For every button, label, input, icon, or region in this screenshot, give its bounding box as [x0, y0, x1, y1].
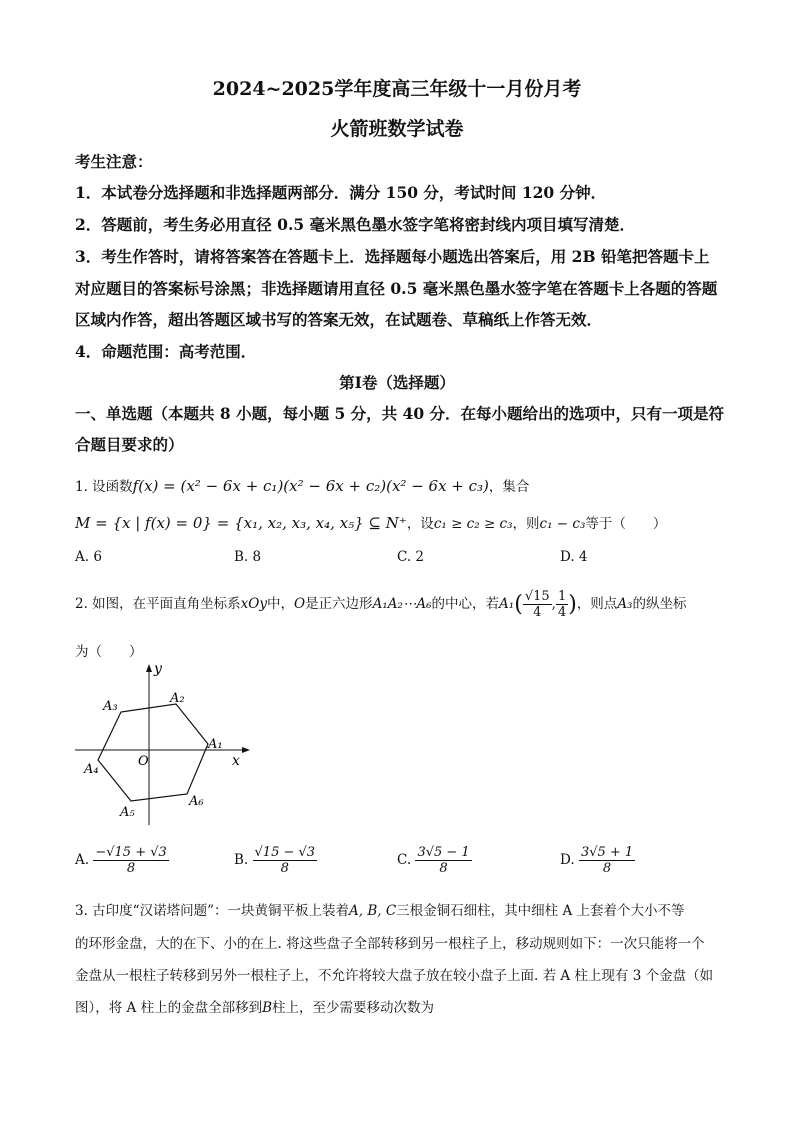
q2-a3: A₃ [617, 596, 633, 612]
hexagon-figure [70, 660, 260, 830]
q2-option-b-num: √15 − √3 [254, 845, 316, 860]
q2-option-b [234, 845, 317, 876]
q2-option-a-value [93, 845, 168, 876]
q1-condition: c₁ ≥ c₂ ≥ c₃ [433, 516, 513, 532]
question-3-line4 [75, 996, 725, 1016]
q2-paren-close: ) [568, 592, 577, 617]
notice-heading: 考生注意： [75, 152, 153, 171]
q2-text-e: ，则点 [576, 596, 618, 612]
q3-text-4c: 柱上，至少需要移动次数为 [272, 1000, 435, 1016]
exam-subtitle: 火箭班数学试卷 [330, 118, 464, 140]
q2-hexagon: A₁A₂⋯A₆ [372, 596, 432, 612]
q2-point-x-den: 4 [533, 605, 542, 620]
q1-option-d: D. 4 [560, 549, 588, 565]
hexagon [98, 704, 208, 801]
q2-option-d-value [579, 845, 635, 876]
question-3-line2: 的环形金盘，大的在下、小的在上. 将这些盘子全部转移到另一根柱子上，移动规则如下：一次只能将一个 [75, 936, 705, 952]
q1-let: ，设 [406, 516, 434, 532]
q3-text-a: 3. 古印度“汉诺塔问题”：一块黄铜平板上装着 [75, 903, 349, 919]
question-1-line2 [75, 512, 725, 532]
q1-option-a: A. 6 [75, 549, 102, 565]
q2-point-y [556, 589, 568, 620]
q1-expression: c₁ − c₃ [539, 516, 586, 532]
q2-option-c-value [415, 845, 471, 876]
q1-then: ，则 [512, 516, 540, 532]
y-axis-label: y [154, 661, 162, 677]
q2-text-c: 是正六边形 [305, 596, 373, 612]
q2-option-b-value [253, 845, 318, 876]
q1-set-definition: M = {x | f(x) = 0} = {x₁, x₂, x₃, x₄, x₅} ⊆ N⁺ [75, 514, 407, 532]
q3-text-4a: 图），将 A 柱上的金盘全部移到 [75, 1000, 263, 1016]
q1-option-b: B. 8 [234, 549, 262, 565]
q2-point-x-num: √15 [524, 589, 550, 604]
q3-b: B [262, 1000, 273, 1016]
q2-option-d-den: 8 [602, 861, 612, 876]
q1-set-label: ，集合 [488, 479, 530, 495]
x-axis-arrow [242, 747, 250, 753]
vertex-a5-label: A₅ [120, 805, 135, 820]
q2-option-c [397, 845, 472, 876]
q2-option-c-den: 8 [439, 861, 448, 876]
q2-xoy: xOy [240, 596, 267, 612]
q3-abc: A, B, C [348, 903, 397, 919]
q2-point-y-den: 4 [557, 605, 567, 620]
notice-item-3a: 3．考生作答时，请将答案答在答题卡上．选择题每小题选出答案后，用 2B 铅笔把答题卡上 [75, 247, 710, 266]
q2-point-y-num: 1 [557, 589, 567, 604]
q2-paren-open: ( [514, 592, 523, 617]
notice-item-4: 4．命题范围：高考范围． [75, 342, 257, 361]
notice-item-3c: 区域内作答，超出答题区域书写的答案无效，在试题卷、草稿纸上作答无效． [75, 310, 603, 329]
q1-prefix: 1. 设函数 [75, 479, 133, 495]
origin-label: O [138, 754, 149, 769]
q2-o: O [293, 596, 306, 612]
q2-option-a-letter: A. [75, 852, 90, 868]
q1-option-c: C. 2 [397, 549, 425, 565]
q2-point-x [523, 589, 552, 620]
part1-heading: 第Ⅰ卷（选择题） [339, 373, 455, 392]
section-instructions-b: 合题目要求的） [75, 435, 184, 454]
q2-option-a [75, 845, 169, 876]
q2-intro: 2. 如图，在平面直角坐标系 [75, 596, 241, 612]
q2-option-c-letter: C. [397, 852, 412, 868]
q1-function: f(x) = (x² − 6x + c₁)(x² − 6x + c₂)(x² − 6x + c₃) [132, 477, 489, 495]
q2-option-c-num: 3√5 − 1 [417, 845, 470, 860]
y-axis-arrow [146, 664, 152, 672]
q1-equals: 等于（ ） [585, 516, 667, 532]
q2-a1: A₁ [499, 596, 515, 612]
q2-text-d: 的中心，若 [431, 596, 500, 612]
exam-title: 2024~2025学年度高三年级十一月份月考 [212, 78, 582, 100]
vertex-a2-label: A₂ [170, 691, 185, 706]
vertex-a6-label: A₆ [189, 794, 204, 809]
question-3-line3: 金盘从一根柱子转移到另外一根柱子上，不允许将较大盘子放在较小盘子上面. 若 A 柱上现有 3 个金盘（如 [75, 968, 714, 984]
vertex-a1-label: A₁ [208, 737, 223, 752]
q2-option-d-num: 3√5 + 1 [580, 845, 634, 860]
notice-item-3b: 对应题目的答案标号涂黑；非选择题请用直径 0.5 毫米黑色墨水签字笔在答题卡上各题的答题 [75, 279, 718, 298]
question-2-line1: 2. 如图，在平面直角坐标系xOy中，O是正六边形A₁A₂⋯A₆的中心，若A₁( $\frac{√15}{4}$ , $\frac{1}{4}$ )，则点A₃的纵坐标 [75, 589, 687, 620]
q2-option-d-letter: D. [560, 852, 575, 868]
q2-option-b-letter: B. [234, 852, 249, 868]
q2-option-d [560, 845, 635, 876]
question-1-line1 [75, 475, 725, 495]
notice-item-2: 2．答题前，考生务必用直径 0.5 毫米黑色墨水签字笔将密封线内项目填写清楚． [75, 215, 636, 234]
q2-option-a-num: −√15 + √3 [95, 845, 167, 860]
section-instructions-a: 一、单选题（本题共 8 小题，每小题 5 分，共 40 分．在每小题给出的选项中，只有一项是符 [75, 404, 725, 423]
vertex-a3-label: A₃ [103, 699, 118, 714]
vertex-a4-label: A₄ [84, 762, 99, 777]
q2-text-b: 中， [266, 596, 294, 612]
question-3-line1 [75, 899, 725, 919]
q2-option-a-den: 8 [126, 861, 136, 876]
q2-text-f: 的纵坐标 [632, 596, 687, 612]
notice-item-1: 1．本试卷分选择题和非选择题两部分．满分 150 分，考试时间 120 分钟． [75, 183, 607, 202]
q2-option-b-den: 8 [280, 861, 289, 876]
q3-text-b: 三根金铜石细柱，其中细柱 A 上套着个大小不等 [396, 903, 685, 919]
question-2-line2: 为（ ） [75, 644, 143, 660]
x-axis-label: x [232, 753, 240, 769]
